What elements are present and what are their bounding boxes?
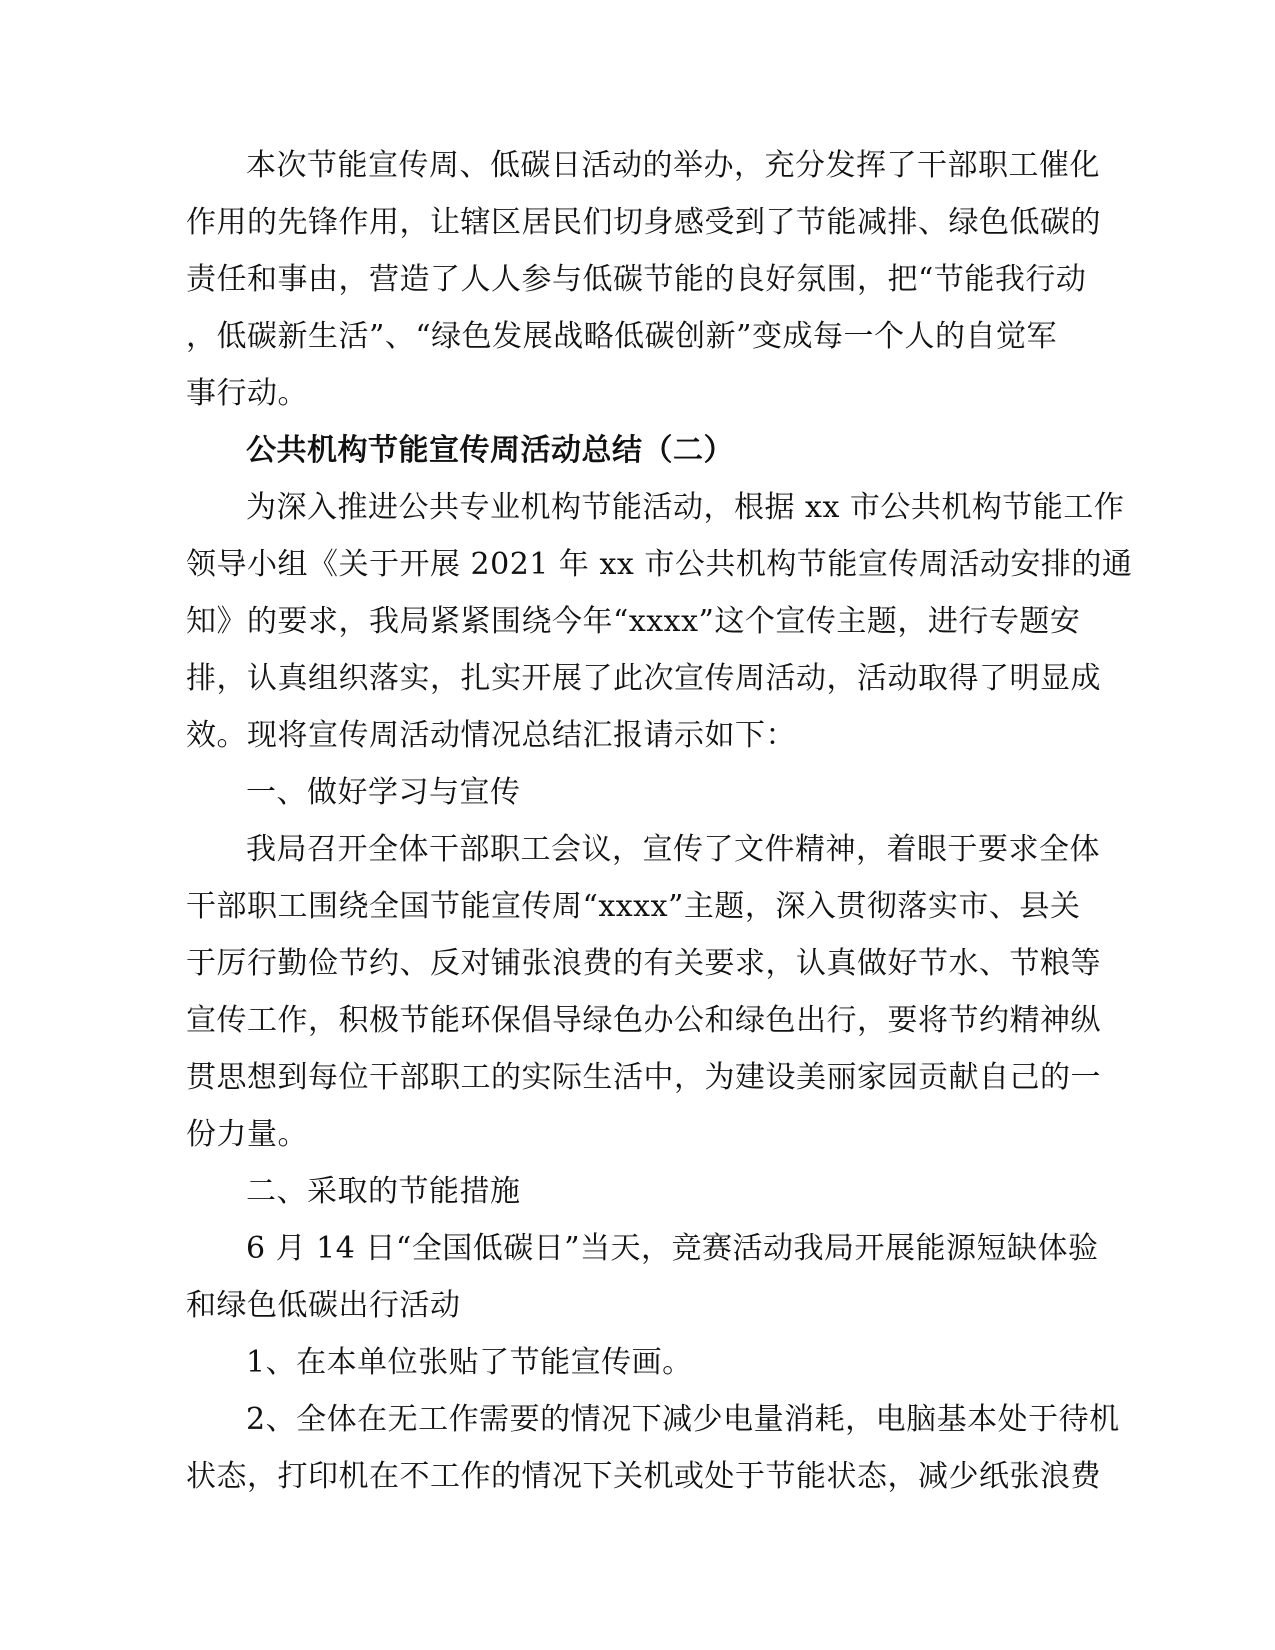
paragraph-line: 为深入推进公共专业机构节能活动，根据 xx 市公共机构节能工作: [246, 490, 1125, 525]
paragraph-line: 领导小组《关于开展 2021 年 xx 市公共机构节能宣传周活动安排的通: [186, 547, 1133, 582]
subsection-heading: 二、采取的节能措施: [246, 1174, 521, 1209]
paragraph-line: ，低碳新生活”、“绿色发展战略低碳创新”变成每一个人的自觉军: [186, 319, 1058, 354]
subsection-heading: 一、做好学习与宣传: [246, 775, 521, 810]
paragraph-line: 干部职工围绕全国节能宣传周“xxxx”主题，深入贯彻落实市、县关: [186, 889, 1081, 924]
paragraph-line: 作用的先锋作用，让辖区居民们切身感受到了节能减排、绿色低碳的: [186, 205, 1101, 240]
paragraph-line: 本次节能宣传周、低碳日活动的举办，充分发挥了干部职工催化: [246, 148, 1100, 183]
paragraph-line: 宣传工作，积极节能环保倡导绿色办公和绿色出行，要将节约精神纵: [186, 1003, 1101, 1038]
paragraph-line: 份力量。: [186, 1117, 308, 1152]
paragraph-line: 状态，打印机在不工作的情况下关机或处于节能状态，减少纸张浪费: [186, 1459, 1101, 1494]
paragraph-line: 效。现将宣传周活动情况总结汇报请示如下：: [186, 718, 796, 753]
paragraph-line: 和绿色低碳出行活动: [186, 1288, 461, 1323]
paragraph-line: 于厉行勤俭节约、反对铺张浪费的有关要求，认真做好节水、节粮等: [186, 946, 1101, 981]
list-item: 2、全体在无工作需要的情况下减少电量消耗，电脑基本处于待机: [246, 1402, 1120, 1437]
paragraph-line: 事行动。: [186, 376, 308, 411]
paragraph-line: 贯思想到每位干部职工的实际生活中，为建设美丽家园贡献自己的一: [186, 1060, 1101, 1095]
paragraph-line: 排，认真组织落实，扎实开展了此次宣传周活动，活动取得了明显成: [186, 661, 1101, 696]
paragraph-line: 我局召开全体干部职工会议，宣传了文件精神，着眼于要求全体: [246, 832, 1100, 867]
document-body: [186, 137, 1133, 1505]
list-item: 1、在本单位张贴了节能宣传画。: [246, 1345, 693, 1380]
paragraph-line: 6 月 14 日“全国低碳日”当天，竞赛活动我局开展能源短缺体验: [246, 1231, 1099, 1266]
paragraph-line: 知》的要求，我局紧紧围绕今年“xxxx”这个宣传主题，进行专题安: [186, 604, 1081, 639]
paragraph-line: 责任和事由，营造了人人参与低碳节能的良好氛围，把“节能我行动: [186, 262, 1087, 297]
section-heading: 公共机构节能宣传周活动总结（二）: [246, 433, 734, 468]
